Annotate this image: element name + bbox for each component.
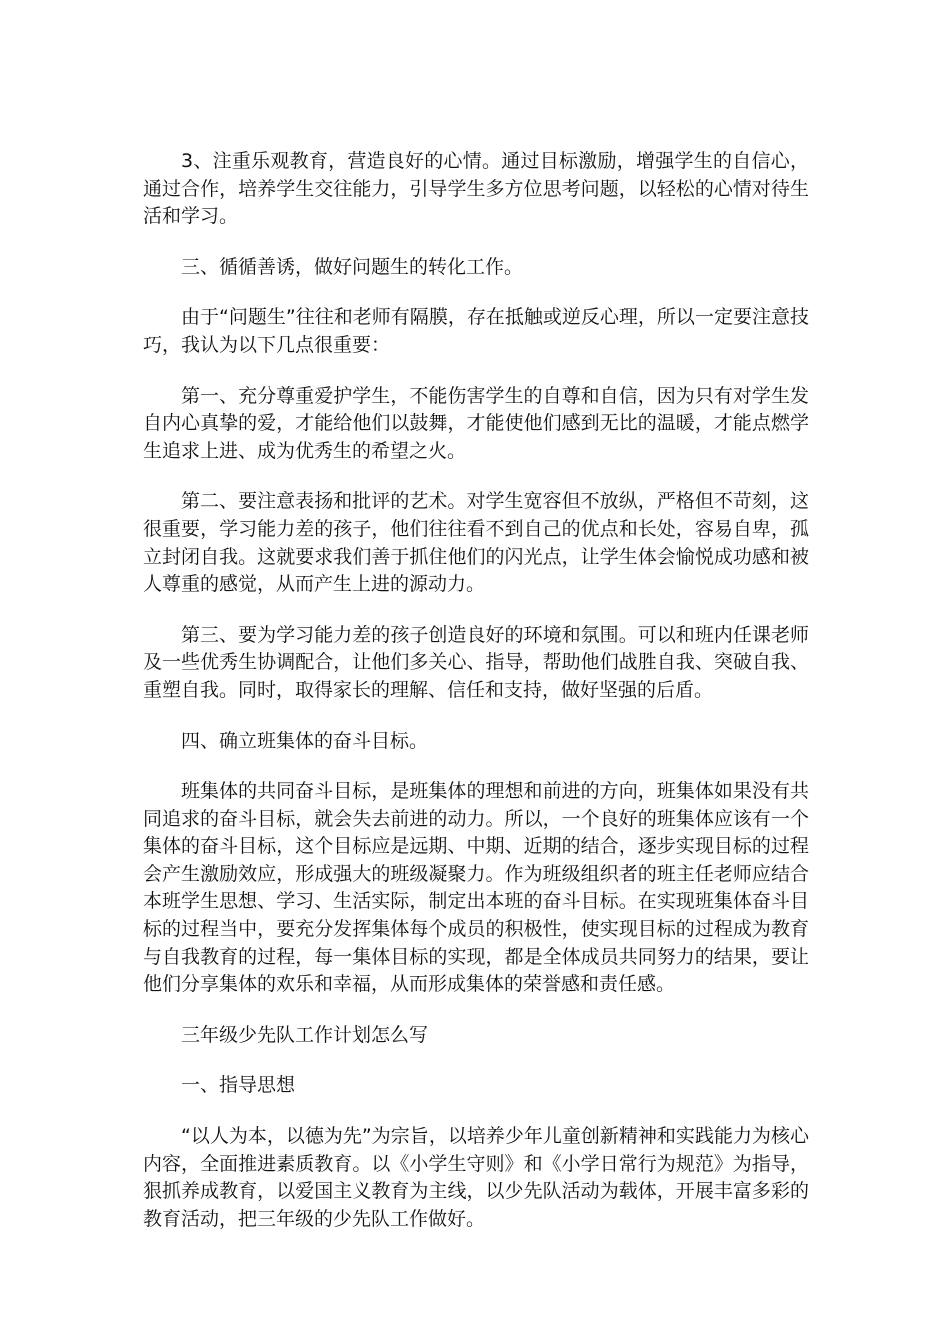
paragraph-point-two: 第二、要注意表扬和批评的艺术。对学生宽容但不放纵，严格但不苛刻，这很重要，学习能力差的孩子，他们往往看不到自己的优点和长处，容易自卑，孤立封闭自我。这就要求我们善于抓住他们的闪光点，让学生体会愉悦成功感和被人尊重的感觉，从而产生上进的源动力。 [143, 490, 809, 596]
paragraph-point-one: 第一、充分尊重爱护学生，不能伤害学生的自尊和自信，因为只有对学生发自内心真挚的爱，才能给他们以鼓舞，才能使他们感到无比的温暖，才能点燃学生追求上进、成为优秀生的希望之火。 [143, 384, 809, 462]
section-heading-guiding-ideology: 一、指导思想 [181, 1074, 296, 1097]
paragraph-point-three: 第三、要为学习能力差的孩子创造良好的环境和氛围。可以和班内任课老师及一些优秀生协调配合，让他们多关心、指导，帮助他们战胜自我、突破自我、重塑自我。同时，取得家长的理解、信任和支持，做好坚强的后盾。 [143, 623, 809, 701]
paragraph-guiding-ideology: “以人为本，以德为先”为宗旨，以培养少年儿童创新精神和实践能力为核心内容，全面推进素质教育。以《小学生守则》和《小学日常行为规范》为指导，狠抓养成教育，以爱国主义教育为主线，以少先队活动为载体，开展丰富多彩的教育活动，把三年级的少先队工作做好。 [143, 1125, 809, 1230]
paragraph-optimism-education: 3、注重乐观教育，营造良好的心情。通过目标激励，增强学生的自信心，通过合作，培养学生交往能力，引导学生多方位思考问题，以轻松的心情对待生活和学习。 [143, 150, 809, 228]
document-title-young-pioneers-plan: 三年级少先队工作计划怎么写 [181, 1023, 429, 1046]
section-heading-problem-students: 三、循循善诱，做好问题生的转化工作。 [181, 255, 524, 278]
paragraph-problem-students-intro: 由于“问题生”往往和老师有隔膜，存在抵触或逆反心理，所以一定要注意技巧，我认为以下几点很重要： [143, 306, 809, 356]
section-heading-class-goals: 四、确立班集体的奋斗目标。 [181, 729, 429, 752]
paragraph-class-goals: 班集体的共同奋斗目标，是班集体的理想和前进的方向，班集体如果没有共同追求的奋斗目标，就会失去前进的动力。所以，一个良好的班集体应该有一个集体的奋斗目标，这个目标应是远期、中期、近期的结合，逐步实现目标的过程会产生激励效应，形成强大的班级凝聚力。作为班级组织者的班主任老师应结合本班学生思想、学习、生活实际，制定出本班的奋斗目标。在实现班集体奋斗目标的过程当中，要充分发挥集体每个成员的积极性，使实现目标的过程成为教育与自我教育的过程，每一集体目标的实现，都是全体成员共同努力的结果，要让他们分享集体的欢乐和幸福，从而形成集体的荣誉感和责任感。 [143, 780, 809, 996]
document-page [143, 148, 809, 1256]
